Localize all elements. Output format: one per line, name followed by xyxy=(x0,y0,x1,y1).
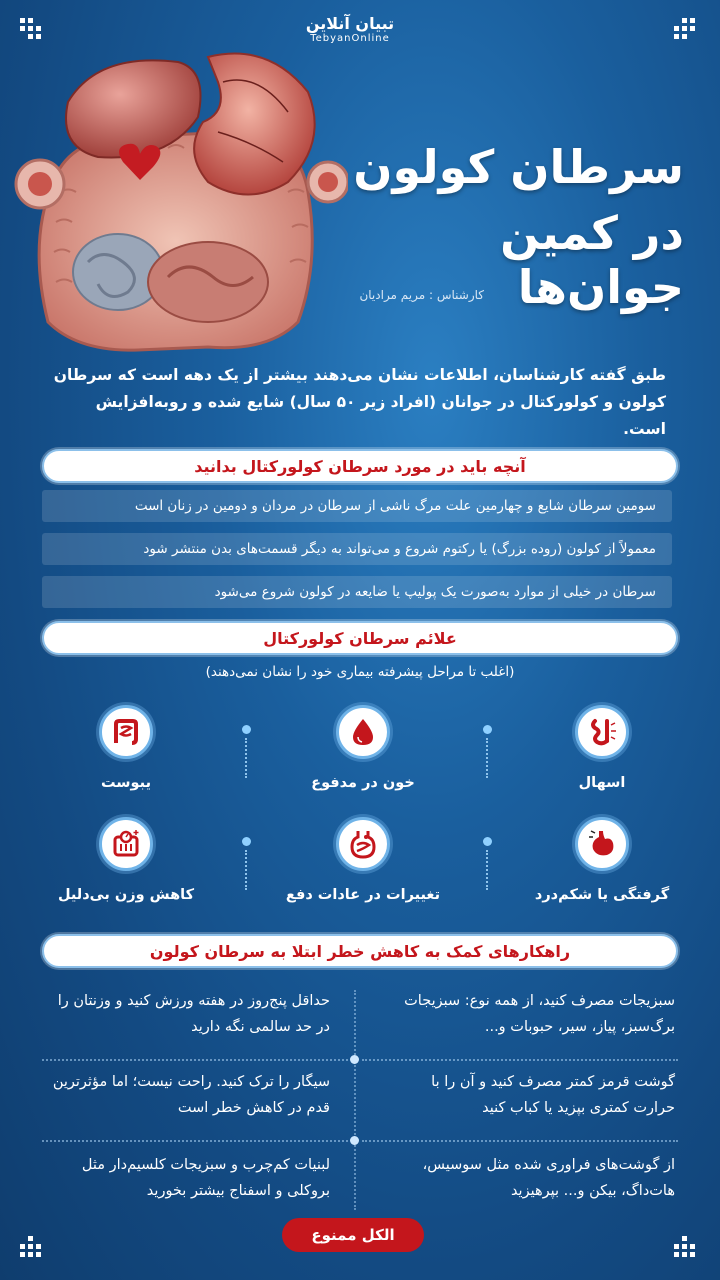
tips-center-divider xyxy=(354,990,356,1210)
tip-text: حداقل پنج‌روز در هفته ورزش کنید و وزنتان را در حد سالمی نگه دارید xyxy=(57,993,330,1035)
brand-name-en: TebyanOnline xyxy=(310,33,390,44)
section-heading-symptoms-text: علائم سرطان کولورکتال xyxy=(263,628,457,648)
fact-row xyxy=(42,490,672,522)
intro-paragraph: طبق گفته کارشناسان، اطلاعات نشان می‌دهند بیشتر از یک دهه است که سرطان کولون و کولورکتال در جوانان (افراد زیر ۵۰ سال) شایع شده و روبه‌افزایش است. xyxy=(53,366,666,438)
symptom-item xyxy=(522,817,682,903)
tip-text: سبزیجات مصرف کنید، از همه نوع: سبزیجات برگ‌سبز، پیاز، سیر، حبوبات و... xyxy=(404,993,675,1035)
scale-icon xyxy=(99,817,153,871)
tips-row-divider xyxy=(362,1140,678,1142)
page-title-line-2: در کمین جوان‌ها xyxy=(500,206,684,314)
symptom-item xyxy=(283,705,443,791)
fact-text: سرطان در خیلی از موارد به‌صورت یک پولیپ یا ضایعه در کولون شروع می‌شود xyxy=(214,584,656,600)
page-title-line-1: سرطان کولون xyxy=(353,140,684,194)
section-heading-facts-text: آنچه باید در مورد سرطان کولورکتال بدانید xyxy=(194,456,526,476)
symptom-label: گرفتگی یا شکم‌درد xyxy=(534,887,670,903)
digestive-organs-illustration xyxy=(8,22,348,362)
tips-row-divider xyxy=(42,1140,348,1142)
tips-row-divider xyxy=(362,1059,678,1061)
dotted-divider xyxy=(485,725,489,778)
brand-name-fa: تبیان آنلاین xyxy=(305,14,395,33)
symptom-item xyxy=(46,817,206,903)
symptom-label: یبوست xyxy=(100,775,152,791)
colon-icon xyxy=(99,705,153,759)
corner-decoration-top-right xyxy=(674,18,700,44)
no-alcohol-text: الکل ممنوع xyxy=(311,1226,395,1244)
symptom-label: اسهال xyxy=(578,775,626,791)
section-heading-prevention-text: راهکارهای کمک به کاهش خطر ابتلا به سرطان کولون xyxy=(149,941,571,961)
symptoms-note: (اغلب تا مراحل پیشرفته بیماری خود را نشان نمی‌دهند) xyxy=(205,664,515,680)
symptom-label: خون در مدفوع xyxy=(311,775,415,791)
expert-credit: کارشناس : مریم مرادیان xyxy=(359,288,484,302)
tips-divider-dot xyxy=(350,1055,359,1064)
symptom-item xyxy=(522,705,682,791)
section-heading-facts xyxy=(42,449,678,483)
tips-row-divider xyxy=(42,1059,348,1061)
corner-decoration-bottom-left xyxy=(20,1236,46,1262)
dotted-divider xyxy=(485,837,489,890)
tips-divider-dot xyxy=(350,1136,359,1145)
symptom-item xyxy=(283,817,443,903)
dotted-divider xyxy=(244,837,248,890)
fact-row xyxy=(42,533,672,565)
intestine-icon xyxy=(575,705,629,759)
symptom-label: تغییرات در عادات دفع xyxy=(285,887,441,903)
tip-text: سیگار را ترک کنید. راحت نیست؛ اما مؤثرترین قدم در کاهش خطر است xyxy=(52,1074,330,1116)
symptom-item xyxy=(46,705,206,791)
fact-row xyxy=(42,576,672,608)
fact-text: سومین سرطان شایع و چهارمین علت مرگ ناشی از سرطان در مردان و دومین در زنان است xyxy=(134,498,656,514)
blood-drop-icon xyxy=(336,705,390,759)
tip-text: از گوشت‌های فراوری شده مثل سوسیس، هات‌داگ، بیکن و... بپرهیزید xyxy=(422,1157,675,1199)
tip-text: گوشت قرمز کمتر مصرف کنید و آن را با حرارت کمتری بپزید یا کباب کنید xyxy=(431,1074,675,1116)
tip-text: لبنیات کم‌چرب و سبزیجات کلسیم‌دار مثل بروکلی و اسفناج بیشتر بخورید xyxy=(81,1157,330,1199)
symptom-label: کاهش وزن بی‌دلیل xyxy=(57,887,195,903)
fact-text: معمولاً از کولون (روده بزرگ) یا رکتوم شروع و می‌تواند به دیگر قسمت‌های بدن منتشر شود xyxy=(143,541,656,557)
no-alcohol-badge xyxy=(282,1218,424,1252)
digestive-icon xyxy=(336,817,390,871)
section-heading-prevention xyxy=(42,934,678,968)
stomach-icon xyxy=(575,817,629,871)
dotted-divider xyxy=(244,725,248,778)
corner-decoration-bottom-right xyxy=(674,1236,700,1262)
section-heading-symptoms xyxy=(42,621,678,655)
